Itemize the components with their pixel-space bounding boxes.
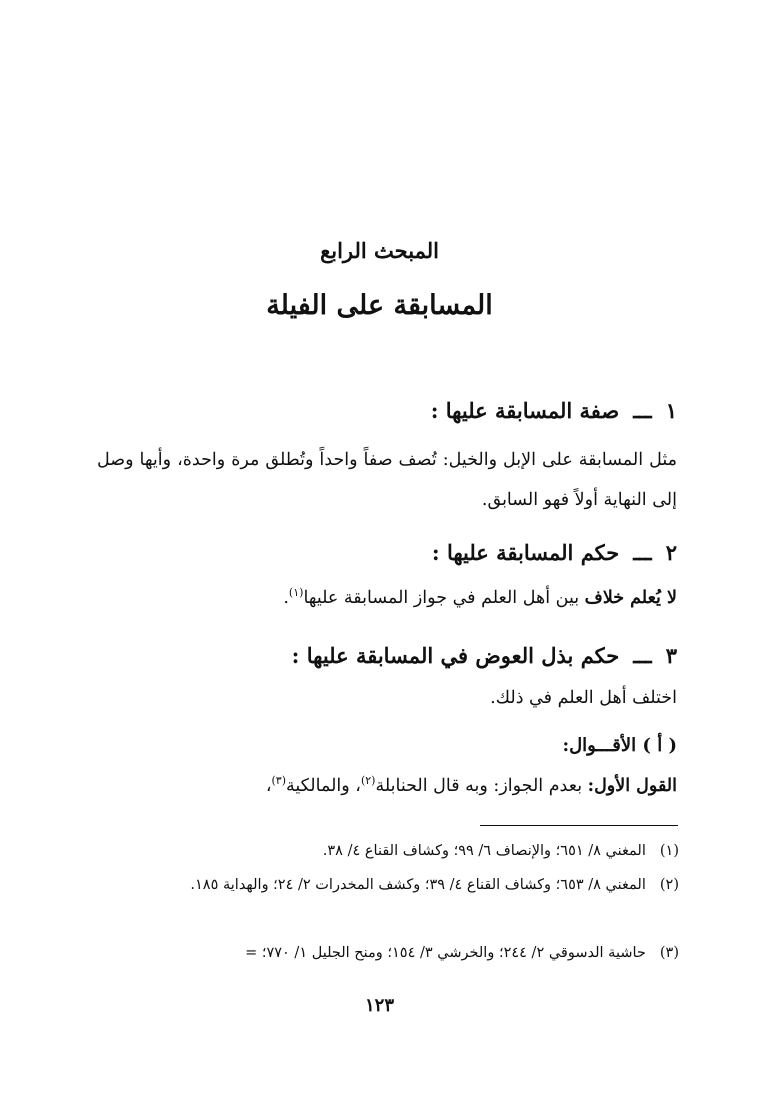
first-opinion-text-1: بعدم الجواز: وبه قال الحنابلة bbox=[375, 776, 588, 796]
section-2-dash: ـــ bbox=[633, 540, 652, 565]
footnote-separator bbox=[480, 825, 678, 826]
section-2-heading bbox=[57, 540, 677, 565]
section-1-dash: ـــ bbox=[633, 398, 652, 423]
section-2-text bbox=[97, 588, 677, 608]
section-2-number: ٢ bbox=[665, 540, 677, 565]
section-3-dash: ـــ bbox=[633, 643, 652, 668]
footnote-1 bbox=[79, 838, 679, 865]
section-1-title: صفة المسابقة عليها : bbox=[430, 398, 620, 423]
footnote-ref-3: (٣) bbox=[271, 774, 286, 788]
section-3-title: حكم بذل العوض في المسابقة عليها : bbox=[291, 643, 620, 668]
section-3-text: اختلف أهل العلم في ذلك. bbox=[490, 688, 677, 708]
section-1-heading bbox=[57, 398, 677, 423]
section-2-text-end: . bbox=[283, 588, 289, 608]
footnote-1-text: المغني ٨/ ٦٥١؛ والإنصاف ٦/ ٩٩؛ وكشاف القناع ٤/ ٣٨. bbox=[322, 843, 646, 859]
footnote-3 bbox=[79, 940, 679, 967]
footnote-2 bbox=[79, 872, 679, 899]
first-opinion-text-3: ، bbox=[265, 776, 272, 796]
first-opinion-label: القول الأول: bbox=[587, 776, 677, 796]
footnote-ref-1: (١) bbox=[288, 586, 304, 600]
section-1-text: مثل المسابقة على الإبل والخيل: تُصف صفاً واحداً وتُطلق مرة واحدة، وأيها وصل إلى النهاية أولاً فهو السابق. bbox=[97, 450, 677, 510]
opinions-subheading: ( أ ) الأقـــوال: bbox=[562, 735, 677, 756]
footnote-1-number: (١) bbox=[659, 843, 679, 859]
chapter-heading: المبحث الرابع bbox=[320, 238, 439, 263]
section-2-title: حكم المسابقة عليها : bbox=[431, 540, 620, 565]
footnote-ref-2: (٢) bbox=[360, 774, 376, 788]
page-number: ١٢٣ bbox=[364, 995, 394, 1016]
footnote-2-text: المغني ٨/ ٦٥٣؛ وكشاف القناع ٤/ ٣٩؛ وكشف المخدرات ٢/ ٢٤؛ والهداية ١٨٥. bbox=[190, 877, 646, 893]
page-title: المسابقة على الفيلة bbox=[266, 290, 493, 321]
footnote-3-number: (٣) bbox=[659, 945, 679, 961]
section-2-text-bold: لا يُعلم خلاف bbox=[584, 588, 677, 608]
first-opinion-text bbox=[97, 776, 677, 796]
section-3-heading bbox=[57, 643, 677, 668]
section-1-number: ١ bbox=[665, 398, 677, 423]
first-opinion-text-2: ، والمالكية bbox=[285, 776, 361, 796]
section-2-text-rest: بين أهل العلم في جواز المسابقة عليها bbox=[303, 588, 585, 608]
footnote-2-number: (٢) bbox=[659, 877, 679, 893]
section-3-number: ٣ bbox=[665, 643, 677, 668]
footnote-3-text: حاشية الدسوقي ٢/ ٢٤٤؛ والخرشي ٣/ ١٥٤؛ ومنح الجليل ١/ ٧٧٠؛ = bbox=[245, 945, 646, 961]
